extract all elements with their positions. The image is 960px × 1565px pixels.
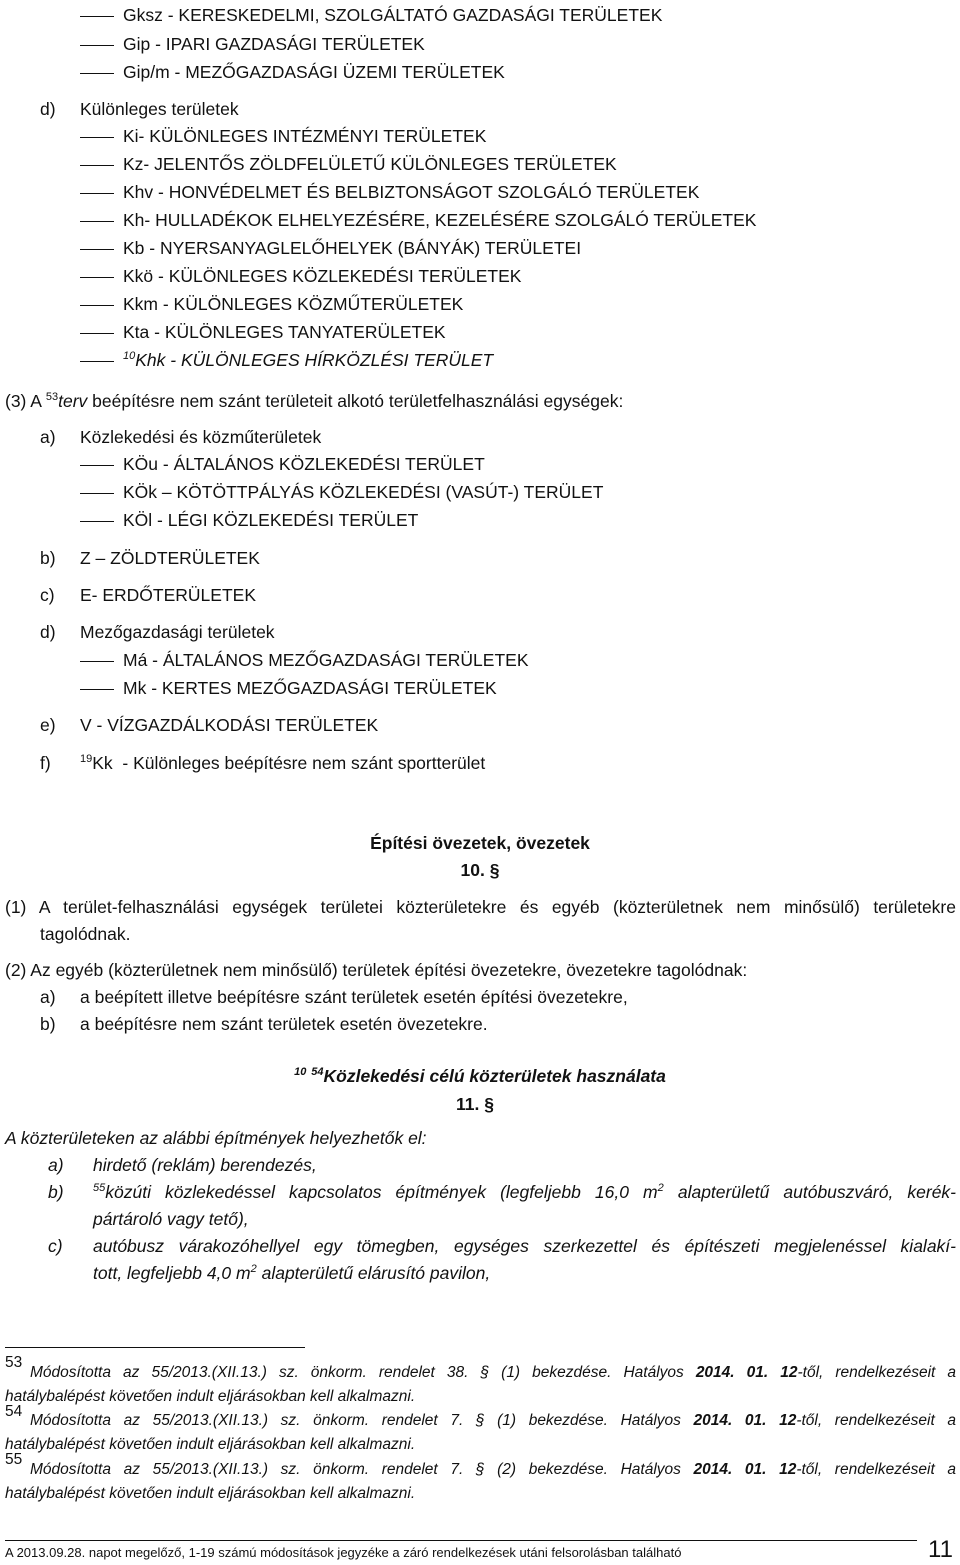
paragraph-text-italic: terv [58, 391, 88, 411]
footnote-text-cont: hatálybalépést követően indult eljárásokban kell alkalmazni. [5, 1388, 416, 1405]
footnote-text-cont: hatálybalépést követően indult eljárásokban kell alkalmazni. [5, 1485, 416, 1502]
list-item: Mk - KERTES MEZŐGAZDASÁGI TERÜLETEK [123, 678, 497, 698]
footnote-date: 2014. 01. 12 [693, 1461, 797, 1478]
list-item-cont [93, 1263, 490, 1284]
section-title: V - VÍZGAZDÁLKODÁSI TERÜLETEK [80, 715, 379, 735]
section-title [80, 753, 485, 774]
section-title: Z – ZÖLDTERÜLETEK [80, 548, 260, 568]
footnote-text-part: -től, rendelkezéseit a [796, 1412, 956, 1429]
list-item: Khv - HONVÉDELMET ÉS BELBIZTONSÁGOT SZOLGÁLÓ TERÜLETEK [123, 182, 700, 202]
section-heading [294, 1066, 666, 1087]
list-item: KÖl - LÉGI KÖZLEKEDÉSI TERÜLET [123, 510, 419, 530]
paragraph-text: beépítésre nem szánt területeit alkotó területfelhasználási egységek: [87, 391, 624, 411]
dash-bullet [80, 333, 114, 334]
list-marker: f) [40, 753, 51, 773]
list-item: a beépítésre nem szánt területek esetén övezetekre. [80, 1014, 488, 1034]
list-marker: b) [40, 1014, 56, 1034]
paragraph-3 [5, 391, 623, 412]
dash-bullet [80, 521, 114, 522]
dash-bullet [80, 45, 114, 46]
list-item-text: közúti közlekedéssel kapcsolatos építmények (legfeljebb 16,0 m [105, 1182, 658, 1202]
footnote-text-part: Módosította az 55/2013.(XII.13.) sz. önkorm. rendelet 7. § (2) bekezdése. Hatályos [30, 1461, 694, 1478]
dash-bullet [80, 305, 114, 306]
list-item-text: Khk - KÜLÖNLEGES HÍRKÖZLÉSI TERÜLET [135, 350, 494, 370]
list-item: a beépített illetve beépítésre szánt területek esetén építési övezetekre, [80, 987, 628, 1007]
footer-text: A 2013.09.28. napot megelőző, 1-19 számú módosítások jegyzéke a záró rendelkezések utáni felsorolásban található [5, 1545, 682, 1560]
section-title-text: Kk - Különleges beépítésre nem szánt sportterület [92, 753, 486, 773]
footnote-text-part: -től, rendelkezéseit a [797, 1364, 956, 1381]
list-item: Ki- KÜLÖNLEGES INTÉZMÉNYI TERÜLETEK [123, 126, 487, 146]
superscript: 2 [657, 1182, 664, 1194]
footnote-text [30, 1461, 956, 1479]
list-item-text: tott, legfeljebb 4,0 m [93, 1263, 251, 1283]
section-number: 11. § [456, 1094, 494, 1114]
section-heading: Építési övezetek, övezetek [370, 833, 590, 853]
footnote-ref: 53 [45, 391, 59, 403]
list-item: KÖu - ÁLTALÁNOS KÖZLEKEDÉSI TERÜLET [123, 454, 485, 474]
footer-rule [5, 1540, 917, 1541]
footnote-text-cont: hatálybalépést követően indult eljárásokban kell alkalmazni. [5, 1436, 416, 1453]
section-title: Közlekedési és közműterületek [80, 427, 322, 447]
list-item: Má - ÁLTALÁNOS MEZŐGAZDASÁGI TERÜLETEK [123, 650, 529, 670]
list-item: KÖk – KÖTÖTTPÁLYÁS KÖZLEKEDÉSI (VASÚT-) TERÜLET [123, 482, 604, 502]
footnote-ref: 55 [93, 1182, 106, 1194]
section-title: E- ERDŐTERÜLETEK [80, 585, 256, 605]
list-item: autóbusz várakozóhellyel egy tömegben, egységes szerkezettel és építészeti megjelenéssel kialakí- [93, 1236, 956, 1256]
dash-bullet [80, 137, 114, 138]
list-item: Kta - KÜLÖNLEGES TANYATERÜLETEK [123, 322, 446, 342]
list-marker: b) [48, 1182, 64, 1202]
list-item: Gip/m - MEZŐGAZDASÁGI ÜZEMI TERÜLETEK [123, 62, 505, 82]
section-title: Mezőgazdasági területek [80, 622, 275, 642]
list-item-text: alapterületű elárusító pavilon, [256, 1263, 491, 1283]
dash-bullet [80, 361, 114, 362]
footnote-number: 53 [5, 1354, 23, 1371]
list-marker: c) [48, 1236, 63, 1256]
list-marker: d) [40, 622, 56, 642]
dash-bullet [80, 249, 114, 250]
list-item: hirdető (reklám) berendezés, [93, 1155, 317, 1175]
intro-text: A közterületeken az alábbi építmények helyezhetők el: [5, 1128, 427, 1148]
list-marker: c) [40, 585, 55, 605]
dash-bullet [80, 277, 114, 278]
footnote-ref: 10 [123, 350, 136, 362]
list-item [93, 1182, 956, 1203]
list-item: Kh- HULLADÉKOK ELHELYEZÉSÉRE, KEZELÉSÉRE SZOLGÁLÓ TERÜLETEK [123, 210, 757, 230]
footnote-text [30, 1412, 956, 1430]
list-marker: a) [40, 427, 56, 447]
paragraph-1-cont: tagolódnak. [40, 924, 131, 944]
paragraph-text: (3) A [5, 391, 46, 411]
superscript: 2 [250, 1263, 257, 1275]
footnote-ref: 54 [311, 1066, 324, 1078]
footnote-date: 2014. 01. 12 [693, 1412, 797, 1429]
dash-bullet [80, 73, 114, 74]
list-item: Kkö - KÜLÖNLEGES KÖZLEKEDÉSI TERÜLETEK [123, 266, 522, 286]
footnote-text-part: -től, rendelkezéseit a [796, 1461, 956, 1478]
list-item: Kz- JELENTŐS ZÖLDFELÜLETŰ KÜLÖNLEGES TERÜLETEK [123, 154, 617, 174]
dash-bullet [80, 16, 114, 17]
footnote-text [30, 1364, 956, 1382]
dash-bullet [80, 465, 114, 466]
footnote-ref: 19 [80, 753, 93, 765]
footnote-text-part: Módosította az 55/2013.(XII.13.) sz. önkorm. rendelet 7. § (1) bekezdése. Hatályos [30, 1412, 694, 1429]
section-title: Különleges területek [80, 99, 239, 119]
page-number: 11 [928, 1536, 953, 1563]
dash-bullet [80, 165, 114, 166]
footnote-text-part: Módosította az 55/2013.(XII.13.) sz. önkorm. rendelet 38. § (1) bekezdése. Hatályos [30, 1364, 696, 1381]
list-marker: d) [40, 99, 56, 119]
list-item: Kb - NYERSANYAGLELŐHELYEK (BÁNYÁK) TERÜLETEI [123, 238, 582, 258]
footnote-number: 54 [5, 1403, 23, 1420]
section-number: 10. § [460, 860, 500, 880]
dash-bullet [80, 221, 114, 222]
footnote-separator [5, 1347, 305, 1348]
list-item-text: alapterületű autóbuszváró, kerék- [663, 1182, 957, 1202]
footnote-number: 55 [5, 1451, 23, 1468]
dash-bullet [80, 661, 114, 662]
list-item [123, 350, 493, 371]
list-item: Gksz - KERESKEDELMI, SZOLGÁLTATÓ GAZDASÁGI TERÜLETEK [123, 5, 663, 25]
list-item: Gip - IPARI GAZDASÁGI TERÜLETEK [123, 34, 425, 54]
dash-bullet [80, 193, 114, 194]
list-marker: a) [40, 987, 56, 1007]
list-marker: a) [48, 1155, 64, 1175]
dash-bullet [80, 689, 114, 690]
list-item-cont: pártároló vagy tető), [93, 1209, 249, 1229]
section-heading-text: Közlekedési célú közterületek használata [323, 1066, 666, 1086]
footnote-date: 2014. 01. 12 [695, 1364, 798, 1381]
footnote-ref: 10 [294, 1066, 307, 1078]
dash-bullet [80, 493, 114, 494]
paragraph-1: (1) A terület-felhasználási egységek területei közterületekre és egyéb (közterületnek nem minősülő) területekre [5, 897, 956, 917]
list-marker: e) [40, 715, 56, 735]
list-marker: b) [40, 548, 56, 568]
paragraph-2: (2) Az egyéb (közterületnek nem minősülő) területek építési övezetekre, övezetekre tagolódnak: [5, 960, 748, 980]
list-item: Kkm - KÜLÖNLEGES KÖZMŰTERÜLETEK [123, 294, 464, 314]
